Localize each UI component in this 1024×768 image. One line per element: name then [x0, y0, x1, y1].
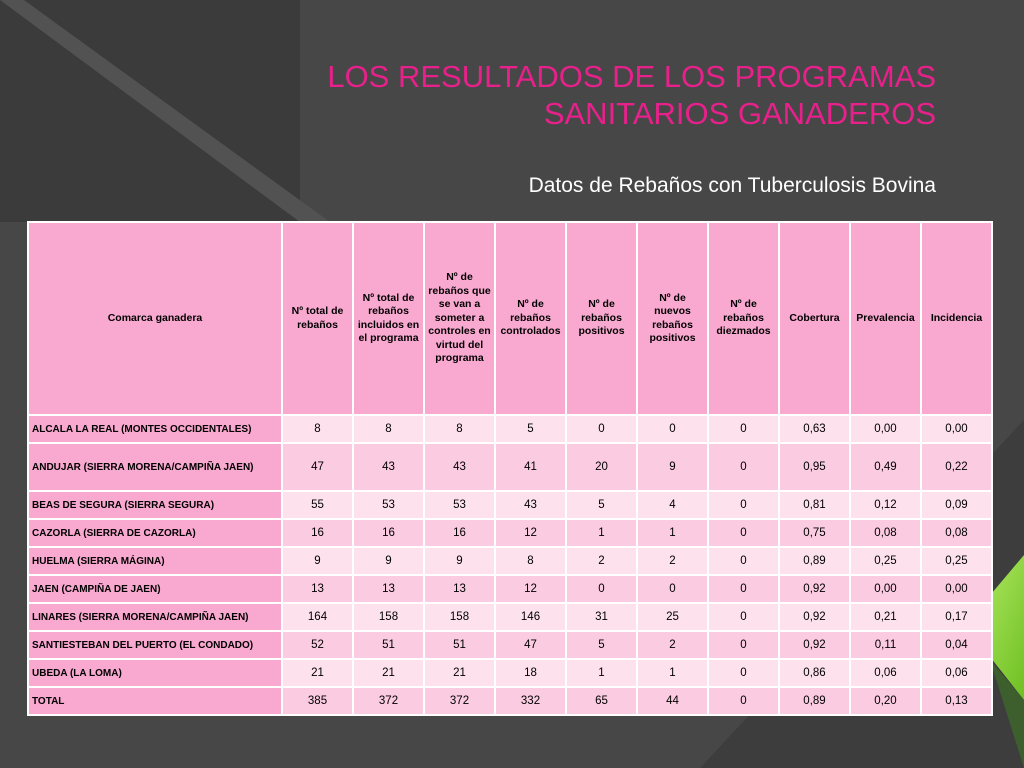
cell-cobertura: 0,92 [779, 631, 850, 659]
cell-comarca: BEAS DE SEGURA (SIERRA SEGURA) [28, 491, 282, 519]
cell-positivos: 5 [566, 491, 637, 519]
cell-cobertura: 0,89 [779, 547, 850, 575]
cell-prevalencia: 0,12 [850, 491, 921, 519]
cell-comarca: ANDUJAR (SIERRA MORENA/CAMPIÑA JAEN) [28, 443, 282, 491]
cell-total: 385 [282, 687, 353, 715]
cell-incluidos: 13 [353, 575, 424, 603]
cell-incluidos: 8 [353, 415, 424, 443]
cell-controlados: 332 [495, 687, 566, 715]
cell-someter: 13 [424, 575, 495, 603]
cell-cobertura: 0,75 [779, 519, 850, 547]
cell-prevalencia: 0,20 [850, 687, 921, 715]
cell-positivos: 65 [566, 687, 637, 715]
cell-positivos: 20 [566, 443, 637, 491]
cell-incluidos: 53 [353, 491, 424, 519]
cell-positivos: 2 [566, 547, 637, 575]
cell-prevalencia: 0,00 [850, 575, 921, 603]
cell-incidencia: 0,13 [921, 687, 992, 715]
cell-positivos: 31 [566, 603, 637, 631]
cell-controlados: 12 [495, 519, 566, 547]
cell-nuevos: 44 [637, 687, 708, 715]
cell-total: 47 [282, 443, 353, 491]
cell-diezmados: 0 [708, 547, 779, 575]
cell-controlados: 47 [495, 631, 566, 659]
cell-prevalencia: 0,25 [850, 547, 921, 575]
cell-controlados: 12 [495, 575, 566, 603]
cell-cobertura: 0,95 [779, 443, 850, 491]
cell-total: 21 [282, 659, 353, 687]
cell-prevalencia: 0,11 [850, 631, 921, 659]
cell-incidencia: 0,00 [921, 575, 992, 603]
cell-prevalencia: 0,08 [850, 519, 921, 547]
cell-someter: 53 [424, 491, 495, 519]
header-positivos: Nº de rebaños positivos [566, 222, 637, 415]
cell-diezmados: 0 [708, 687, 779, 715]
cell-cobertura: 0,81 [779, 491, 850, 519]
cell-total: 164 [282, 603, 353, 631]
slide-title-line-1: LOS RESULTADOS DE LOS PROGRAMAS [327, 59, 936, 94]
cell-someter: 372 [424, 687, 495, 715]
cell-cobertura: 0,92 [779, 603, 850, 631]
header-controlados: Nº de rebaños controlados [495, 222, 566, 415]
cell-incluidos: 9 [353, 547, 424, 575]
cell-incidencia: 0,22 [921, 443, 992, 491]
cell-someter: 43 [424, 443, 495, 491]
cell-positivos: 1 [566, 659, 637, 687]
table-row [28, 659, 992, 687]
cell-incidencia: 0,25 [921, 547, 992, 575]
cell-nuevos: 0 [637, 575, 708, 603]
cell-controlados: 18 [495, 659, 566, 687]
cell-nuevos: 2 [637, 547, 708, 575]
cell-nuevos: 1 [637, 659, 708, 687]
table-row [28, 519, 992, 547]
cell-nuevos: 9 [637, 443, 708, 491]
cell-prevalencia: 0,00 [850, 415, 921, 443]
slide-subtitle: Datos de Rebaños con Tuberculosis Bovina [528, 174, 936, 197]
header-nuevos-positivos: Nº de nuevos rebaños positivos [637, 222, 708, 415]
cell-comarca: JAEN (CAMPIÑA DE JAEN) [28, 575, 282, 603]
header-total-rebanos: Nº total de rebaños [282, 222, 353, 415]
cell-diezmados: 0 [708, 443, 779, 491]
cell-total: 13 [282, 575, 353, 603]
cell-comarca: LINARES (SIERRA MORENA/CAMPIÑA JAEN) [28, 603, 282, 631]
cell-diezmados: 0 [708, 491, 779, 519]
cell-positivos: 1 [566, 519, 637, 547]
cell-nuevos: 1 [637, 519, 708, 547]
cell-positivos: 5 [566, 631, 637, 659]
cell-controlados: 8 [495, 547, 566, 575]
table-row [28, 575, 992, 603]
cell-incidencia: 0,06 [921, 659, 992, 687]
slide-title [250, 58, 936, 132]
cell-nuevos: 25 [637, 603, 708, 631]
cell-incidencia: 0,00 [921, 415, 992, 443]
table-row [28, 491, 992, 519]
cell-total: 9 [282, 547, 353, 575]
cell-incluidos: 21 [353, 659, 424, 687]
cell-someter: 51 [424, 631, 495, 659]
cell-diezmados: 0 [708, 659, 779, 687]
cell-incidencia: 0,08 [921, 519, 992, 547]
cell-nuevos: 4 [637, 491, 708, 519]
cell-diezmados: 0 [708, 415, 779, 443]
cell-controlados: 5 [495, 415, 566, 443]
cell-nuevos: 0 [637, 415, 708, 443]
cell-cobertura: 0,92 [779, 575, 850, 603]
header-prevalencia: Prevalencia [850, 222, 921, 415]
cell-total: 16 [282, 519, 353, 547]
cell-total: 8 [282, 415, 353, 443]
cell-someter: 21 [424, 659, 495, 687]
cell-incluidos: 51 [353, 631, 424, 659]
table-row [28, 547, 992, 575]
cell-diezmados: 0 [708, 519, 779, 547]
slide-title-line-2: SANITARIOS GANADEROS [543, 96, 936, 131]
cell-total: 55 [282, 491, 353, 519]
cell-incidencia: 0,09 [921, 491, 992, 519]
cell-comarca: TOTAL [28, 687, 282, 715]
cell-cobertura: 0,63 [779, 415, 850, 443]
cell-incluidos: 372 [353, 687, 424, 715]
tuberculosis-data-table [27, 221, 993, 716]
cell-prevalencia: 0,06 [850, 659, 921, 687]
header-cobertura: Cobertura [779, 222, 850, 415]
table-header-row [28, 222, 992, 415]
cell-positivos: 0 [566, 415, 637, 443]
cell-comarca: HUELMA (SIERRA MÁGINA) [28, 547, 282, 575]
cell-incidencia: 0,17 [921, 603, 992, 631]
header-incluidos: Nº total de rebaños incluidos en el programa [353, 222, 424, 415]
table-total-row [28, 687, 992, 715]
cell-comarca: ALCALA LA REAL (MONTES OCCIDENTALES) [28, 415, 282, 443]
table-row [28, 603, 992, 631]
header-diezmados: Nº de rebaños diezmados [708, 222, 779, 415]
cell-incluidos: 43 [353, 443, 424, 491]
table-row [28, 631, 992, 659]
table-row [28, 443, 992, 491]
cell-controlados: 43 [495, 491, 566, 519]
cell-comarca: CAZORLA (SIERRA DE CAZORLA) [28, 519, 282, 547]
cell-someter: 8 [424, 415, 495, 443]
header-comarca: Comarca ganadera [28, 222, 282, 415]
cell-someter: 158 [424, 603, 495, 631]
cell-prevalencia: 0,21 [850, 603, 921, 631]
table-row [28, 415, 992, 443]
cell-diezmados: 0 [708, 631, 779, 659]
cell-diezmados: 0 [708, 575, 779, 603]
cell-controlados: 41 [495, 443, 566, 491]
header-incidencia: Incidencia [921, 222, 992, 415]
cell-nuevos: 2 [637, 631, 708, 659]
cell-cobertura: 0,86 [779, 659, 850, 687]
cell-total: 52 [282, 631, 353, 659]
cell-someter: 9 [424, 547, 495, 575]
header-someter-controles: Nº de rebaños que se van a someter a controles en virtud del programa [424, 222, 495, 415]
cell-diezmados: 0 [708, 603, 779, 631]
cell-comarca: SANTIESTEBAN DEL PUERTO (EL CONDADO) [28, 631, 282, 659]
cell-incluidos: 158 [353, 603, 424, 631]
cell-cobertura: 0,89 [779, 687, 850, 715]
cell-someter: 16 [424, 519, 495, 547]
cell-incidencia: 0,04 [921, 631, 992, 659]
cell-prevalencia: 0,49 [850, 443, 921, 491]
cell-positivos: 0 [566, 575, 637, 603]
cell-controlados: 146 [495, 603, 566, 631]
cell-incluidos: 16 [353, 519, 424, 547]
cell-comarca: UBEDA (LA LOMA) [28, 659, 282, 687]
